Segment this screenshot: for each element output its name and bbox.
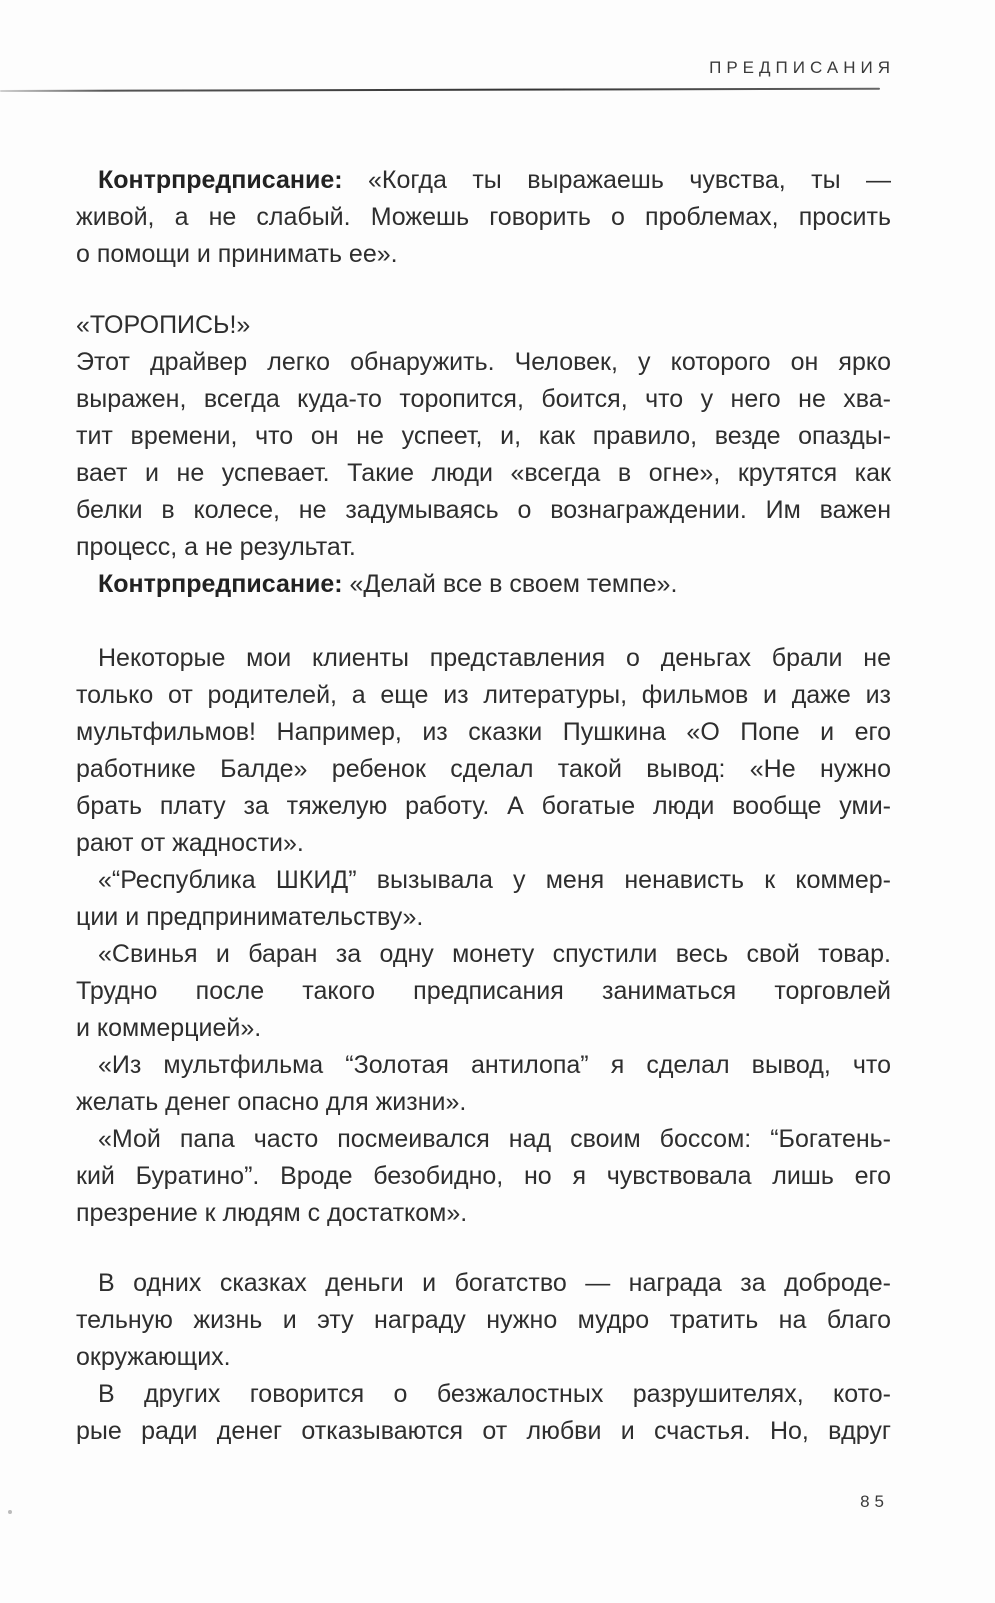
text-line: «Мой папа часто посмеивался над своим боссом: “Богатень- bbox=[98, 1125, 891, 1153]
text-line: тельную жизнь и эту награду нужно мудро тратить на благо bbox=[76, 1306, 891, 1334]
bold-label: Контрпредписание: bbox=[98, 166, 343, 194]
text-line: «Свинья и баран за одну монету спустили весь свой товар. bbox=[98, 940, 891, 968]
text-line: кий Буратино”. Вроде безобидно, но я чувствовала лишь его bbox=[76, 1162, 891, 1190]
text-line: В других говорится о безжалостных разрушителях, кото- bbox=[98, 1380, 891, 1408]
text-line: ции и предпринимательству». bbox=[76, 903, 424, 931]
text-line: брать плату за тяжелую работу. А богатые люди вообще уми- bbox=[76, 792, 891, 820]
section-hurry-driver bbox=[76, 307, 891, 603]
text-line: выражен, всегда куда-то торопится, боится, что у него не хва- bbox=[76, 385, 891, 413]
text-line: Некоторые мои клиенты представления о деньгах брали не bbox=[98, 644, 891, 672]
bold-label: Контрпредписание: bbox=[98, 570, 343, 598]
text-line: работнике Балде» ребенок сделал такой вывод: «Не нужно bbox=[76, 755, 891, 783]
text-line: только от родителей, а еще из литературы, фильмов и даже из bbox=[76, 681, 891, 709]
text-line: презрение к людям с достатком». bbox=[76, 1199, 468, 1227]
text-line: Контрпредписание: «Делай все в своем темпе». bbox=[98, 570, 678, 598]
text-line: живой, а не слабый. Можешь говорить о проблемах, просить bbox=[76, 203, 891, 231]
text-line: мультфильмов! Например, из сказки Пушкина «О Попе и его bbox=[76, 718, 891, 746]
text-line: Трудно после такого предписания заниматься торговлей bbox=[76, 977, 891, 1005]
text-line: рают от жадности». bbox=[76, 829, 304, 857]
text-line: тит времени, что он не успеет, и, как правило, везде опазды- bbox=[76, 422, 891, 450]
text-line: желать денег опасно для жизни». bbox=[76, 1088, 467, 1116]
text-line: Контрпредписание: «Когда ты выражаешь чувства, ты — bbox=[98, 166, 891, 194]
text-line: рые ради денег отказываются от любви и счастья. Но, вдруг bbox=[76, 1417, 891, 1445]
paragraph-fairy-tales bbox=[76, 1265, 891, 1450]
paragraph-clients-beliefs bbox=[76, 640, 891, 1232]
text-line: окружающих. bbox=[76, 1343, 231, 1371]
text-line: В одних сказках деньги и богатство — награда за доброде- bbox=[98, 1269, 891, 1297]
scan-speck bbox=[8, 1510, 12, 1514]
text-line: белки в колесе, не задумываясь о вознаграждении. Им важен bbox=[76, 496, 891, 524]
text-line: о помощи и принимать ее». bbox=[76, 240, 398, 268]
header-rule-divider bbox=[0, 88, 880, 92]
paragraph-counter-injunction-feelings bbox=[76, 162, 891, 273]
text-line: «“Республика ШКИД” вызывала у меня ненависть к коммер- bbox=[98, 866, 891, 894]
text-line: Этот драйвер легко обнаружить. Человек, у которого он ярко bbox=[76, 348, 891, 376]
text-line: «Из мультфильма “Золотая антилопа” я сделал вывод, что bbox=[98, 1051, 891, 1079]
text-line: процесс, а не результат. bbox=[76, 533, 356, 561]
page-number: 85 bbox=[860, 1492, 889, 1511]
section-heading: «ТОРОПИСЬ!» bbox=[76, 311, 251, 339]
text-line: и коммерцией». bbox=[76, 1014, 262, 1042]
text-line: вает и не успевает. Такие люди «всегда в огне», крутятся как bbox=[76, 459, 891, 487]
running-header-title: ПРЕДПИСАНИЯ bbox=[709, 58, 895, 77]
